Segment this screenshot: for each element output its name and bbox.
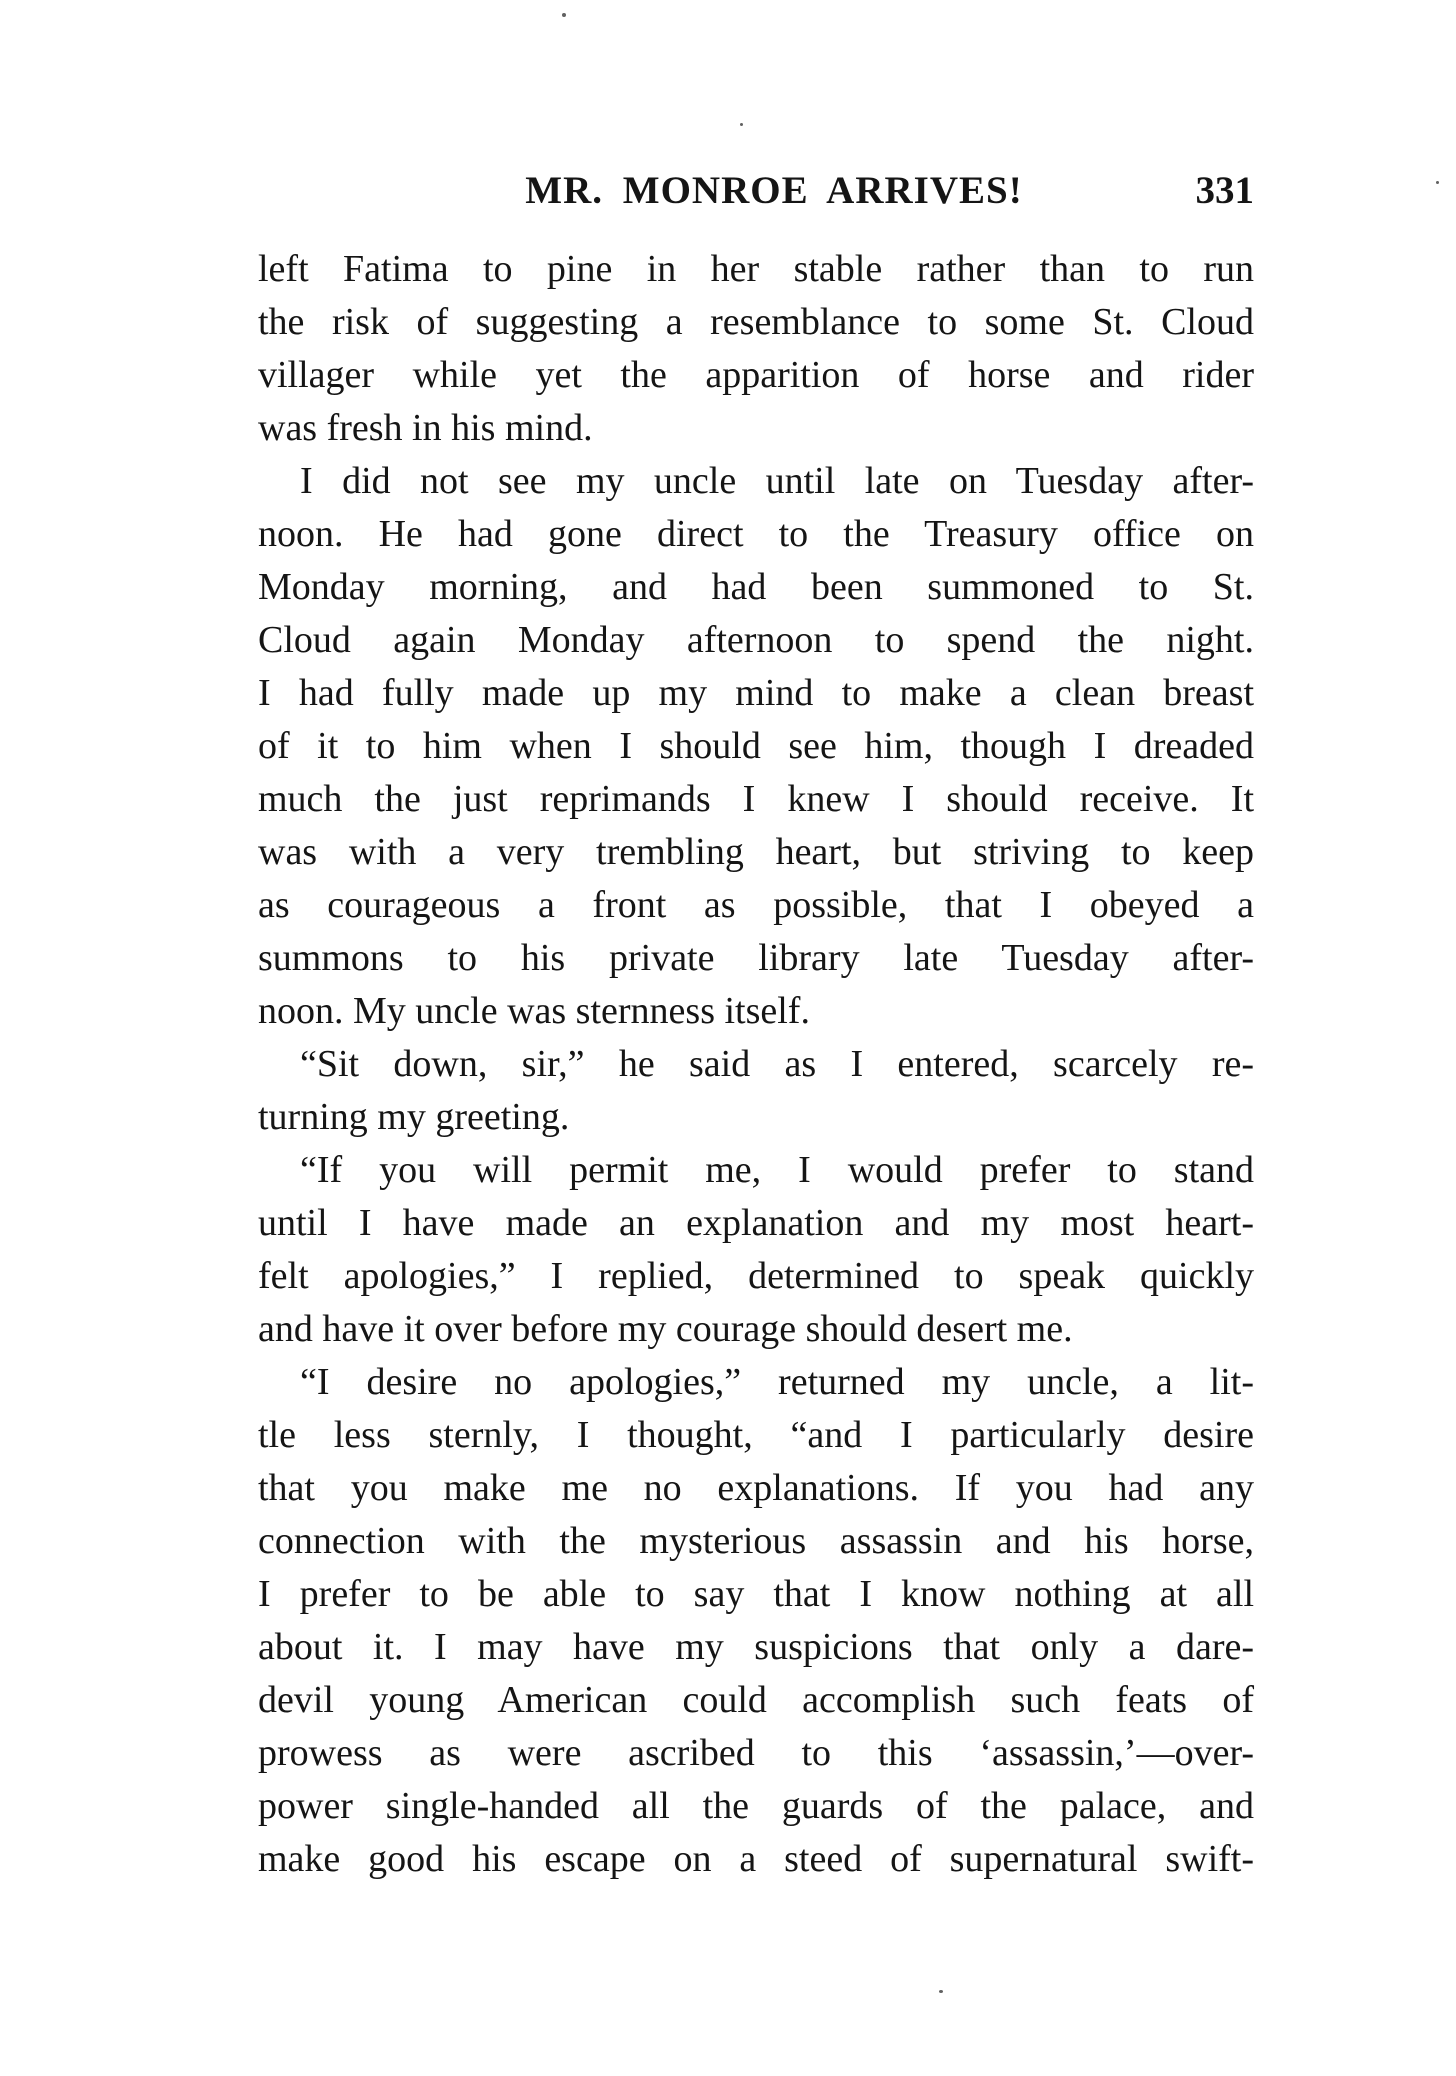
scan-speck: [740, 123, 743, 126]
page-number: 331: [1195, 169, 1254, 212]
text-line: turning my greeting.: [258, 1096, 570, 1138]
text-line: as courageous a front as possible, that I obeyed a: [258, 884, 1254, 926]
text-line: much the just reprimands I knew I should receive. It: [258, 778, 1254, 820]
text-line: that you make me no explanations. If you had any: [258, 1467, 1254, 1509]
text-line: make good his escape on a steed of supernatural swift-: [258, 1838, 1254, 1880]
text-line: was fresh in his mind.: [258, 407, 593, 449]
text-line: I did not see my uncle until late on Tuesday after-: [300, 460, 1254, 502]
chapter-title: MR. MONROE ARRIVES!: [525, 169, 1023, 212]
text-line: was with a very trembling heart, but striving to keep: [258, 831, 1254, 873]
scan-speck: [939, 1990, 943, 1993]
text-line: about it. I may have my suspicions that only a dare-: [258, 1626, 1254, 1668]
running-header: [258, 168, 1254, 224]
text-line: of it to him when I should see him, though I dreaded: [258, 725, 1254, 767]
text-line: connection with the mysterious assassin and his horse,: [258, 1520, 1254, 1562]
text-line: “If you will permit me, I would prefer to stand: [300, 1149, 1254, 1191]
text-line: until I have made an explanation and my most heart-: [258, 1202, 1254, 1244]
text-line: the risk of suggesting a resemblance to some St. Cloud: [258, 301, 1254, 343]
text-line: prowess as were ascribed to this ‘assassin,’—over-: [258, 1732, 1254, 1774]
scan-speck: [1436, 181, 1439, 184]
text-line: “Sit down, sir,” he said as I entered, scarcely re-: [300, 1043, 1254, 1085]
text-line: “I desire no apologies,” returned my uncle, a lit-: [300, 1361, 1254, 1403]
text-line: noon. My uncle was sternness itself.: [258, 990, 810, 1032]
text-line: felt apologies,” I replied, determined to speak quickly: [258, 1255, 1254, 1297]
text-line: I had fully made up my mind to make a clean breast: [258, 672, 1254, 714]
text-line: devil young American could accomplish such feats of: [258, 1679, 1254, 1721]
text-line: power single-handed all the guards of the palace, and: [258, 1785, 1254, 1827]
text-line: tle less sternly, I thought, “and I particularly desire: [258, 1414, 1254, 1456]
text-line: villager while yet the apparition of horse and rider: [258, 354, 1254, 396]
text-line: Monday morning, and had been summoned to St.: [258, 566, 1254, 608]
text-line: left Fatima to pine in her stable rather than to run: [258, 248, 1254, 290]
scan-speck: [562, 13, 566, 17]
text-line: Cloud again Monday afternoon to spend the night.: [258, 619, 1254, 661]
body-text: [258, 243, 1254, 1886]
text-line: I prefer to be able to say that I know nothing at all: [258, 1573, 1254, 1615]
text-line: and have it over before my courage should desert me.: [258, 1308, 1073, 1350]
text-line: summons to his private library late Tuesday after-: [258, 937, 1254, 979]
text-line: noon. He had gone direct to the Treasury office on: [258, 513, 1254, 555]
